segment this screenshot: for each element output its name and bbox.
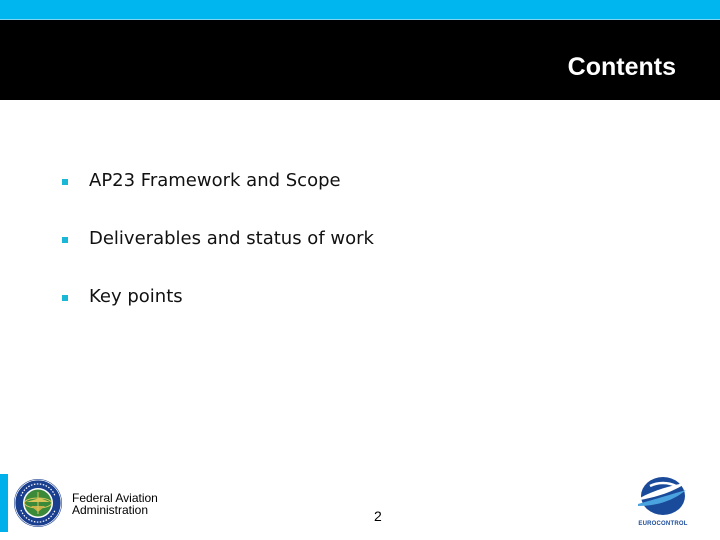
faa-name-line1: Federal Aviation [72,491,158,505]
faa-name-line2: Administration [72,503,149,517]
list-item [62,168,374,226]
faa-seal-icon [13,478,63,528]
top-accent-stripe [0,0,720,19]
contents-list [62,168,374,342]
bullet-square-icon [62,237,68,243]
title-bar [0,20,720,100]
faa-name [72,492,158,516]
bullet-square-icon [62,295,68,301]
eurocontrol-label: EUROCONTROL [638,521,688,527]
list-item-text: AP23 Framework and Scope [89,170,341,191]
page-number: 2 [374,508,382,524]
footer-left-accent [0,474,8,532]
eurocontrol-logo-icon [636,474,690,518]
list-item-text: Key points [89,286,183,307]
list-item [62,226,374,284]
slide-title: Contents [567,53,676,81]
list-item-text: Deliverables and status of work [89,228,374,249]
bullet-square-icon [62,179,68,185]
list-item [62,284,374,342]
